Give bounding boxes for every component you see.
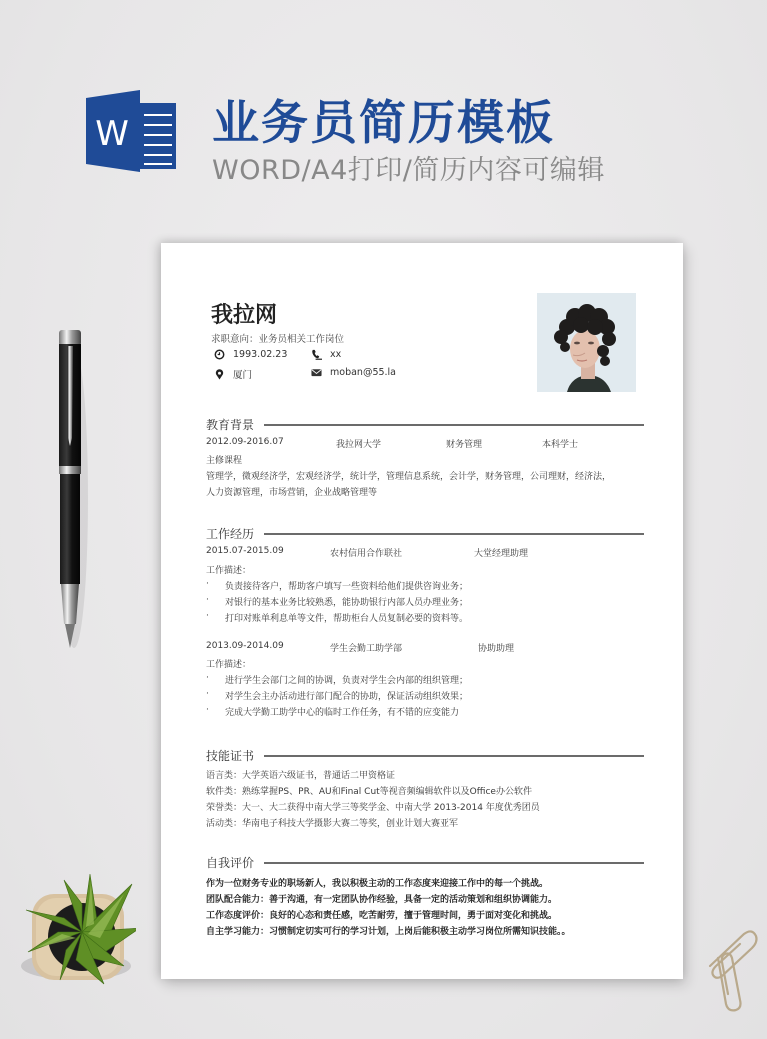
section-divider [264,533,644,535]
birthday-field [214,349,287,360]
job-role: 大堂经理助理 [474,549,529,559]
job-org: 农村信用合作联社 [330,549,403,559]
bullet-text: 进行学生会部门之间的协调，负责对学生会内部的组织管理； [225,676,469,686]
bullet-text: 打印对账单利息单等文件，帮助柜台人员复制必要的资料等。 [225,614,469,624]
job-desc-label: 工作描述： [206,566,252,576]
section-title-skills: 技能证书 [206,749,255,763]
edu-degree: 本科学士 [542,440,579,450]
section-divider [264,424,644,426]
bullet-dot: · [206,611,209,621]
portrait-photo [537,293,636,392]
fountain-pen-icon [56,328,88,650]
section-title-self-eval: 自我评价 [206,856,255,870]
self-eval-item: 团队配合能力：善于沟通，有一定团队协作经验，具备一定的活动策划和组织协调能力。 [206,895,558,905]
paper-clips-icon [700,928,762,1012]
phone-icon [311,349,322,360]
location-value: 厦门 [233,370,253,381]
edu-courses-line: 人力资源管理，市场营销，企业战略管理等 [206,488,378,498]
bullet-text: 对银行的基本业务比较熟悉，能协助银行内部人员办理业务； [225,598,469,608]
self-eval-item: 自主学习能力：习惯制定切实可行的学习计划，上岗后能积极主动学习岗位所需知识技能。。 [206,927,571,937]
bullet-dot: · [206,705,209,715]
birthday-value: 1993.02.23 [233,349,288,360]
skill-item: 语言类：大学英语六级证书，普通话二甲资格证 [206,771,396,781]
section-divider [264,755,644,757]
phone-value: xx [330,349,342,360]
job-desc-label: 工作描述： [206,660,252,670]
location-pin-icon [214,369,225,380]
bullet-text: 完成大学勤工助学中心的临时工作任务，有不错的应变能力 [225,708,460,718]
bullet-dot: · [206,673,209,683]
skill-item: 活动类：华南电子科技大学摄影大赛二等奖，创业计划大赛亚军 [206,819,459,829]
self-eval-item: 工作态度评价：良好的心态和责任感，吃苦耐劳，擅于管理时间，勇于面对变化和挑战。 [206,911,558,921]
edu-school: 我拉网大学 [336,440,382,450]
word-icon [86,90,178,172]
skill-item: 荣誉类：大一、大二获得中南大学三等奖学金、中南大学 2013-2014 年度优秀团员 [206,803,540,813]
edu-courses-label: 主修课程 [206,456,243,466]
bullet-text: 负责接待客户，帮助客户填写一些资料给他们提供咨询业务； [225,582,469,592]
bullet-dot: · [206,689,209,699]
mail-icon [311,367,322,378]
bullet-dot: · [206,579,209,589]
candidate-name: 我拉网 [211,303,278,328]
job-period: 2013.09-2014.09 [206,641,284,651]
svg-text:W: W [95,114,129,154]
bullet-dot: · [206,595,209,605]
section-title-education: 教育背景 [206,418,255,432]
job-period: 2015.07-2015.09 [206,546,284,556]
section-title-work: 工作经历 [206,527,255,541]
resume-paper [161,243,683,979]
edu-courses-line: 管理学，微观经济学，宏观经济学，统计学，管理信息系统，会计学，财务管理，公司理财，经济法， [206,472,612,482]
section-divider [264,862,644,864]
edu-major: 财务管理 [446,440,483,450]
potted-plant-icon [12,862,136,986]
phone-field [311,349,341,360]
template-title: 业务员简历模板 [212,96,555,151]
email-field [311,367,396,378]
bullet-text: 对学生会主办活动进行部门配合的协助，保证活动组织效果； [225,692,469,702]
job-org: 学生会勤工助学部 [330,644,403,654]
self-eval-item: 作为一位财务专业的职场新人，我以积极主动的工作态度来迎接工作中的每一个挑战。 [206,879,549,889]
email-value: moban@55.la [330,367,397,378]
job-role: 协助助理 [478,644,515,654]
portrait-image [537,293,636,392]
job-intent: 求职意向：业务员相关工作岗位 [211,334,345,345]
location-field [214,367,252,381]
template-subtitle: WORD/A4打印/简历内容可编辑 [212,155,605,186]
skill-item: 软件类：熟练掌握PS、PR、AU和Final Cut等视音频编辑软件以及Office办公软件 [206,787,532,797]
edu-period: 2012.09-2016.07 [206,437,284,447]
clock-icon [214,349,225,360]
